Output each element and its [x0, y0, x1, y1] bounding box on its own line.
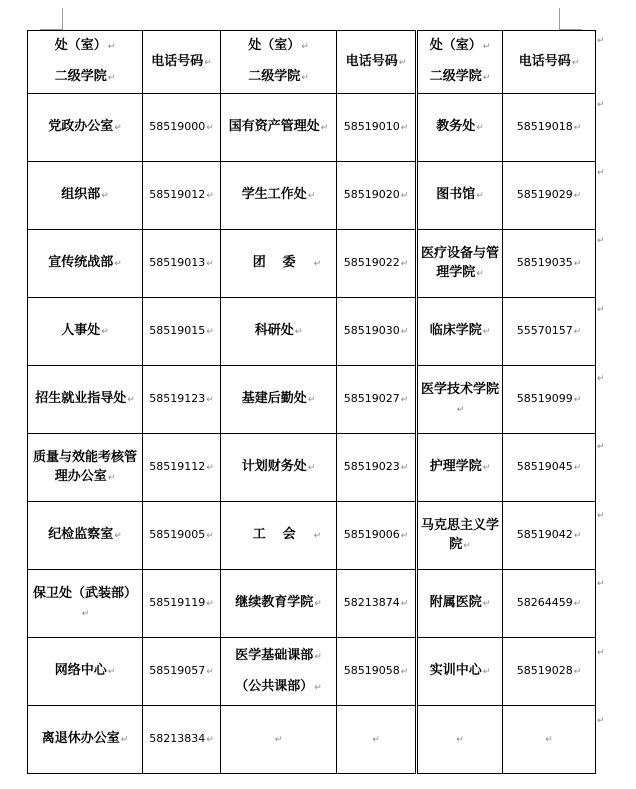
- phone-number-cell: 58519045↵: [503, 434, 596, 502]
- header-dept-cell: 处（室）↵ 二级学院↵: [417, 31, 503, 94]
- phone-directory-table: [27, 30, 596, 774]
- empty-cell: ↵: [503, 706, 596, 774]
- dept-name-cell: 团委↵: [221, 230, 337, 298]
- crop-mark-left-vertical: [62, 8, 63, 30]
- dept-name-cell: 人事处↵: [28, 298, 143, 366]
- phone-number-cell: 58519030↵: [337, 298, 417, 366]
- dept-name-cell: 网络中心↵: [28, 638, 143, 706]
- phone-number-cell: 58519022↵: [337, 230, 417, 298]
- row-end-mark: ↵: [597, 442, 605, 452]
- dept-name-cell: 保卫处（武装部）↵: [28, 570, 143, 638]
- crop-mark-right-vertical: [559, 8, 560, 30]
- header-phone-label: 电话号码: [345, 53, 398, 69]
- header-phone-cell: 电话号码↵: [337, 31, 417, 94]
- table-row: [28, 706, 596, 774]
- phone-number-cell: 58519023↵: [337, 434, 417, 502]
- dept-name-cell: 学生工作处↵: [221, 162, 337, 230]
- phone-number-cell: 58519013↵: [143, 230, 221, 298]
- header-dept-cell: 处（室）↵ 二级学院↵: [28, 31, 143, 94]
- dept-name-cell: 图书馆↵: [417, 162, 503, 230]
- dept-name-cell: 护理学院↵: [417, 434, 503, 502]
- header-phone-cell: 电话号码↵: [143, 31, 221, 94]
- header-dept-cell: 处（室）↵ 二级学院↵: [221, 31, 337, 94]
- phone-number-cell: 58519119↵: [143, 570, 221, 638]
- table-row: [28, 502, 596, 570]
- dept-name-cell: 纪检监察室↵: [28, 502, 143, 570]
- dept-name-cell: 科研处↵: [221, 298, 337, 366]
- phone-number-cell: 58519058↵: [337, 638, 417, 706]
- phone-number-cell: 58519029↵: [503, 162, 596, 230]
- header-dept-line2: 二级学院: [429, 69, 482, 84]
- dept-name-cell: 附属医院↵: [417, 570, 503, 638]
- row-end-mark: ↵: [597, 716, 605, 726]
- phone-number-cell: 58519112↵: [143, 434, 221, 502]
- header-phone-cell: 电话号码↵: [503, 31, 596, 94]
- phone-number-cell: 58519010↵: [337, 94, 417, 162]
- dept-name-cell: 医疗设备与管理学院↵: [417, 230, 503, 298]
- phone-number-cell: 58519000↵: [143, 94, 221, 162]
- phone-number-cell: 58519027↵: [337, 366, 417, 434]
- row-end-mark: ↵: [597, 36, 605, 46]
- dept-name-cell: 组织部↵: [28, 162, 143, 230]
- empty-cell: ↵: [337, 706, 417, 774]
- row-end-mark: ↵: [597, 305, 605, 315]
- phone-number-cell: 58519006↵: [337, 502, 417, 570]
- dept-name-cell: 工会↵: [221, 502, 337, 570]
- phone-number-cell: 58519018↵: [503, 94, 596, 162]
- phone-number-cell: 58519035↵: [503, 230, 596, 298]
- dept-name-cell: 教务处↵: [417, 94, 503, 162]
- phone-number-cell: 58264459↵: [503, 570, 596, 638]
- header-dept-line1: 处（室）: [429, 38, 482, 53]
- row-end-mark: ↵: [597, 168, 605, 178]
- table-row: [28, 638, 596, 706]
- table-row: [28, 230, 596, 298]
- dept-name-cell: 党政办公室↵: [28, 94, 143, 162]
- table-row: [28, 298, 596, 366]
- phone-number-cell: 58519015↵: [143, 298, 221, 366]
- dept-name-cell: 国有资产管理处↵: [221, 94, 337, 162]
- phone-number-cell: 58519028↵: [503, 638, 596, 706]
- row-end-mark: ↵: [597, 236, 605, 246]
- header-row: [28, 31, 596, 94]
- dept-name-cell: 质量与效能考核管理办公室↵: [28, 434, 143, 502]
- row-end-mark: ↵: [597, 648, 605, 658]
- header-dept-line2: 二级学院: [248, 69, 301, 84]
- dept-name-cell: 医学技术学院↵: [417, 366, 503, 434]
- dept-name-cell: 马克思主义学院↵: [417, 502, 503, 570]
- phone-number-cell: 58213874↵: [337, 570, 417, 638]
- dept-name-cell: 招生就业指导处↵: [28, 366, 143, 434]
- header-dept-line2: 二级学院: [54, 69, 107, 84]
- dept-name-cell: 临床学院↵: [417, 298, 503, 366]
- dept-name-cell: 宣传统战部↵: [28, 230, 143, 298]
- table-row: [28, 570, 596, 638]
- empty-cell: ↵: [417, 706, 503, 774]
- phone-number-cell: 58519020↵: [337, 162, 417, 230]
- dept-name-cell: 继续教育学院↵: [221, 570, 337, 638]
- phone-number-cell: 58519099↵: [503, 366, 596, 434]
- phone-number-cell: 58519057↵: [143, 638, 221, 706]
- header-dept-line1: 处（室）: [248, 38, 301, 53]
- dept-name-cell: 医学基础课部↵ （公共课部）↵: [221, 638, 337, 706]
- phone-number-cell: 58519005↵: [143, 502, 221, 570]
- dept-name-cell: 基建后勤处↵: [221, 366, 337, 434]
- table-row: [28, 366, 596, 434]
- phone-number-cell: 58213834↵: [143, 706, 221, 774]
- row-end-mark: ↵: [597, 100, 605, 110]
- table-row: [28, 434, 596, 502]
- header-phone-label: 电话号码: [151, 53, 204, 69]
- phone-number-cell: 58519123↵: [143, 366, 221, 434]
- table-row: [28, 94, 596, 162]
- dept-name-cell: 离退休办公室↵: [28, 706, 143, 774]
- phone-number-cell: 58519012↵: [143, 162, 221, 230]
- header-dept-line1: 处（室）: [54, 38, 107, 53]
- phone-number-cell: 55570157↵: [503, 298, 596, 366]
- dept-name-cell: 计划财务处↵: [221, 434, 337, 502]
- row-end-mark: ↵: [597, 374, 605, 384]
- row-end-mark: ↵: [597, 511, 605, 521]
- header-phone-label: 电话号码: [518, 53, 571, 69]
- empty-cell: ↵: [221, 706, 337, 774]
- phone-number-cell: 58519042↵: [503, 502, 596, 570]
- row-end-mark: ↵: [597, 579, 605, 589]
- table-row: [28, 162, 596, 230]
- dept-name-cell: 实训中心↵: [417, 638, 503, 706]
